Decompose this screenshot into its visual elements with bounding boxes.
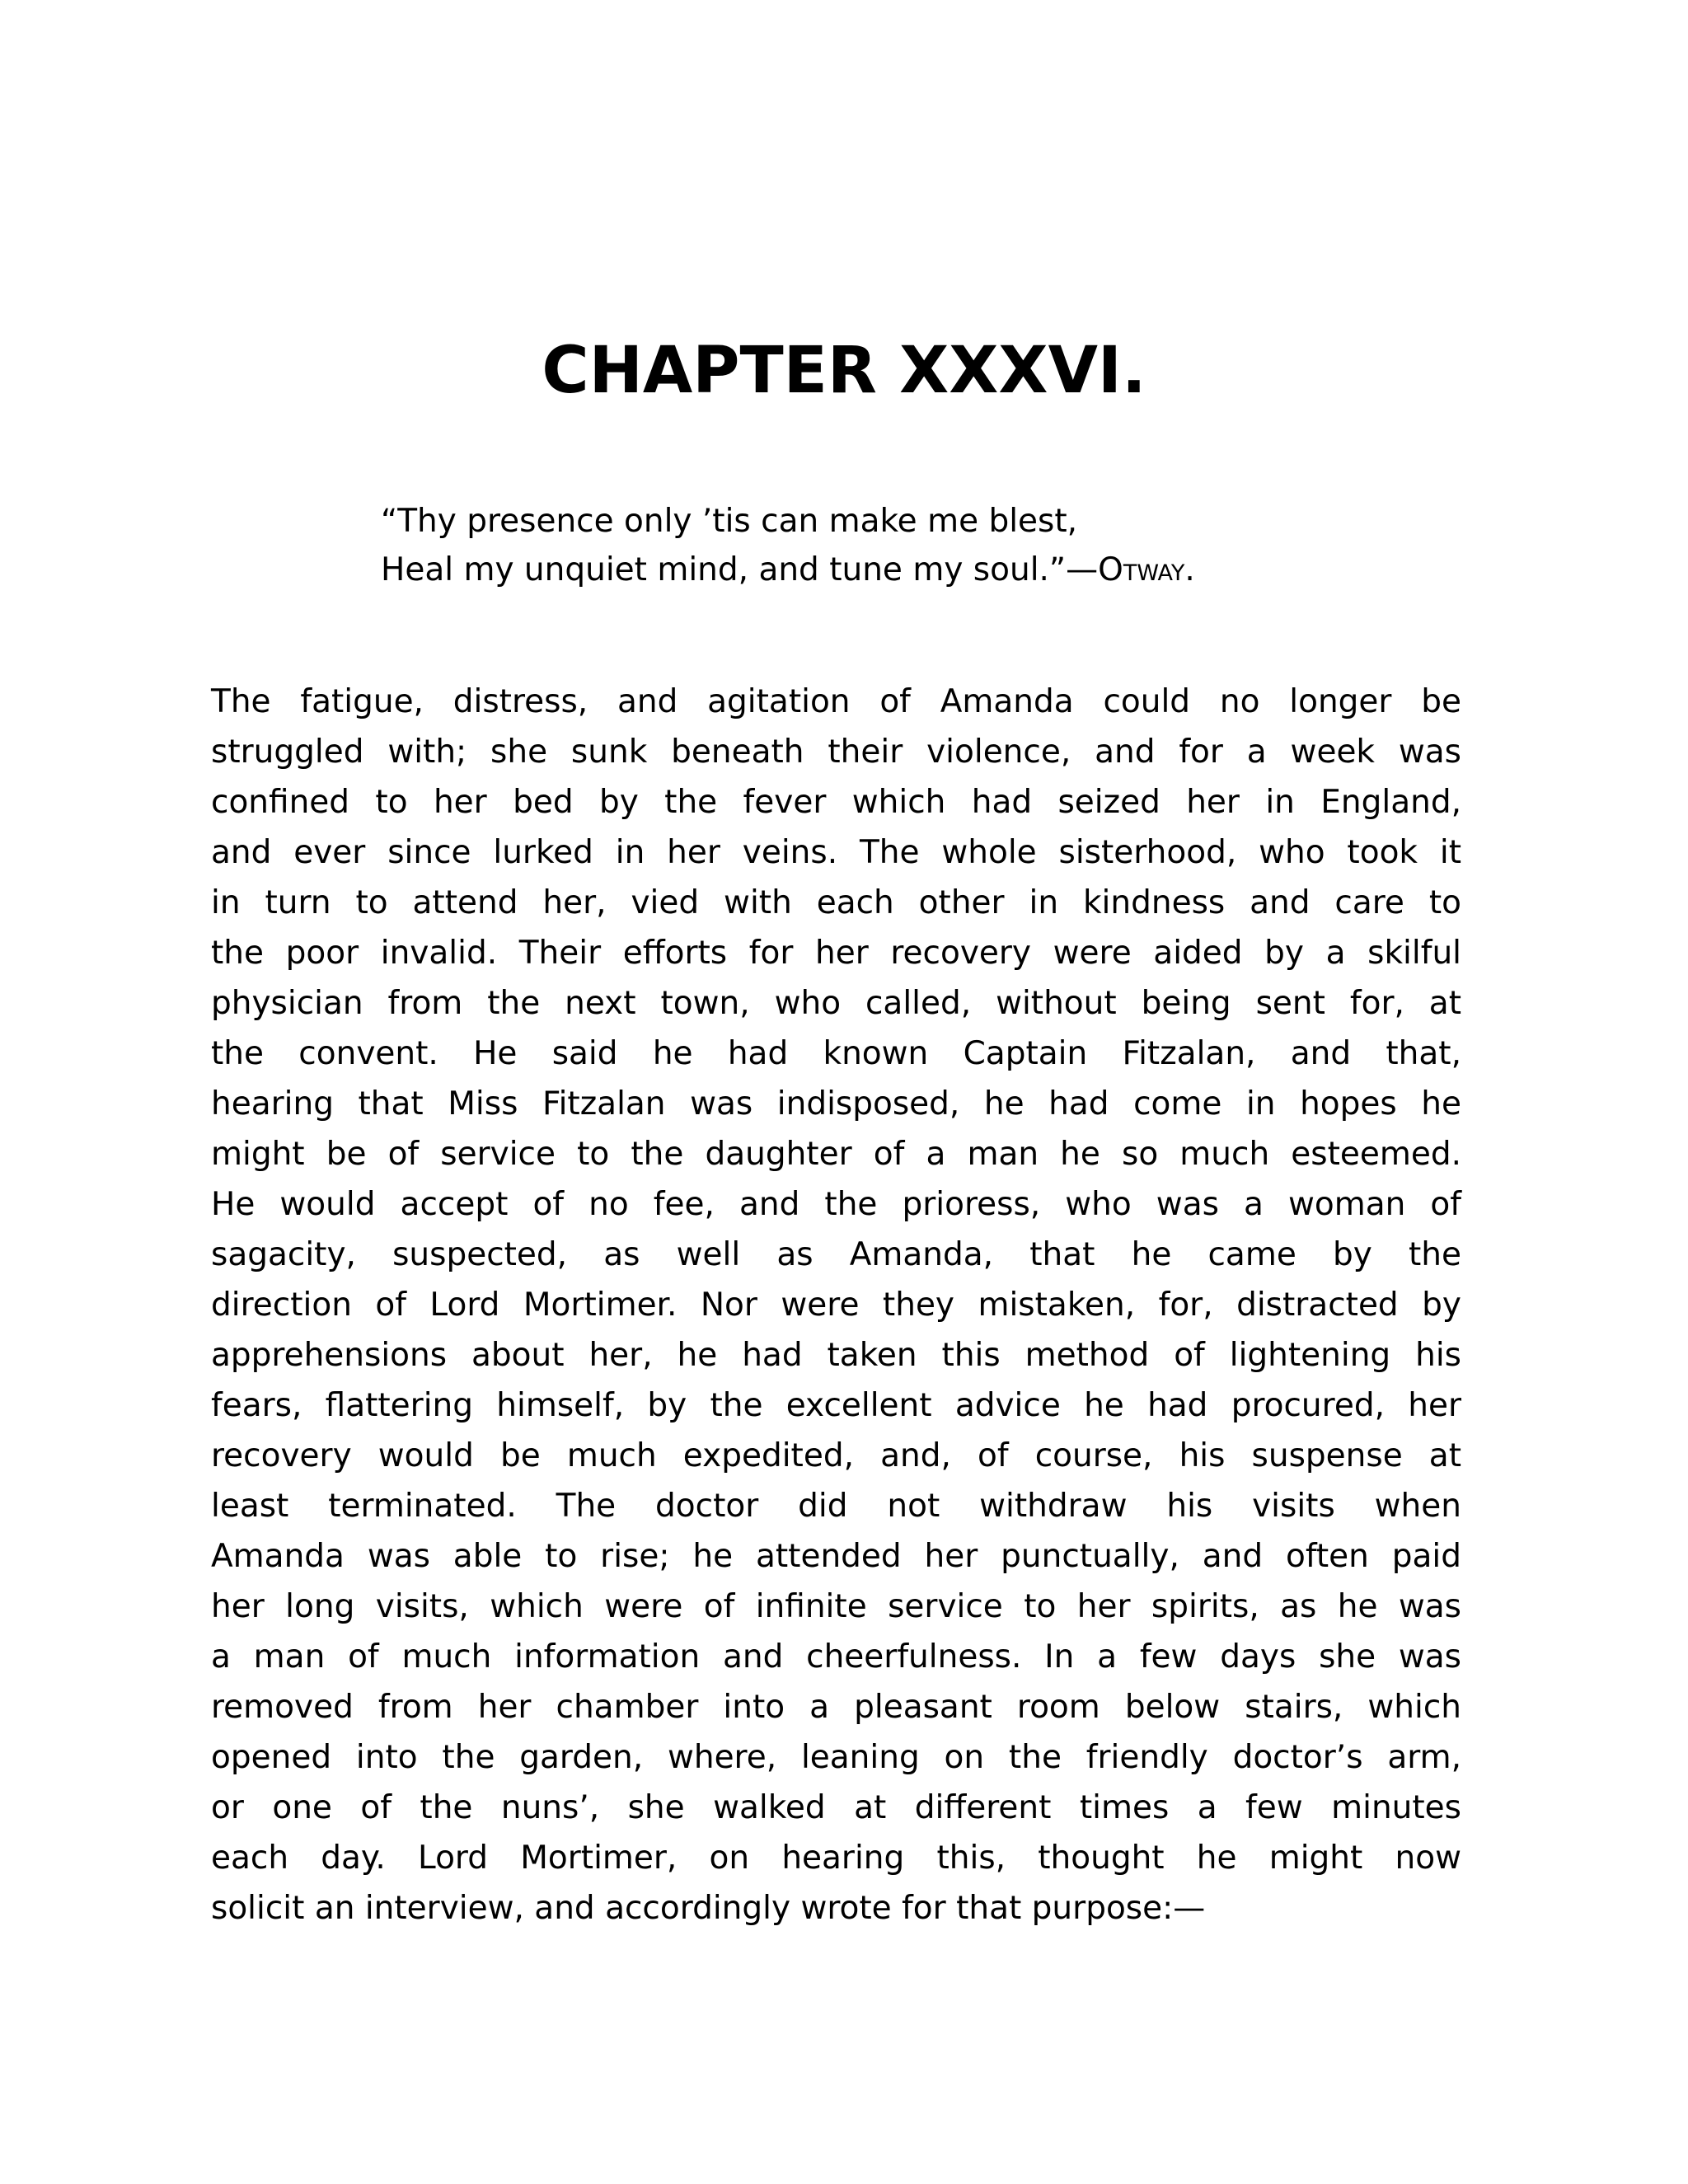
body-line: hearing that Miss Fitzalan was indisposed, he had come in hopes he [211,1085,1461,1122]
body-line: recovery would be much expedited, and, of course, his suspense at [211,1437,1461,1474]
body-line: struggled with; she sunk beneath their violence, and for a week was [211,733,1461,771]
body-line: or one of the nuns’, she walked at different times a few minutes [211,1789,1461,1826]
body-line: He would accept of no fee, and the prioress, who was a woman of [211,1186,1461,1223]
body-line: and ever since lurked in her veins. The whole sisterhood, who took it [211,834,1461,871]
body-line: each day. Lord Mortimer, on hearing this, thought he might now [211,1840,1461,1877]
body-line: the poor invalid. Their efforts for her recovery were aided by a skilful [211,935,1461,972]
body-line: solicit an interview, and accordingly wrote for that purpose:— [211,1890,1206,1927]
epigraph-line: “Thy presence only ’tis can make me blest, [381,503,1078,540]
body-line: a man of much information and cheerfulness. In a few days she was [211,1638,1461,1675]
body-line: physician from the next town, who called, without being sent for, at [211,985,1461,1022]
body-line: the convent. He said he had known Captain Fitzalan, and that, [211,1035,1461,1072]
body-line: removed from her chamber into a pleasant room below stairs, which [211,1689,1461,1726]
body-line: direction of Lord Mortimer. Nor were they mistaken, for, distracted by [211,1286,1461,1324]
body-line: Amanda was able to rise; he attended her punctually, and often paid [211,1538,1461,1575]
epigraph [381,497,1195,594]
epigraph-attribution: Otway. [1098,551,1195,588]
chapter-title: CHAPTER XXXVI. [542,334,1146,408]
body-line: sagacity, suspected, as well as Amanda, that he came by the [211,1236,1461,1273]
body-line: The fatigue, distress, and agitation of Amanda could no longer be [211,683,1461,720]
body-line: least terminated. The doctor did not withdraw his visits when [211,1488,1461,1525]
body-line: confined to her bed by the fever which had seized her in England, [211,784,1461,821]
body-paragraph [211,677,1461,1933]
body-line: fears, flattering himself, by the excellent advice he had procured, her [211,1387,1461,1424]
body-line: in turn to attend her, vied with each other in kindness and care to [211,884,1461,921]
body-line: might be of service to the daughter of a man he so much esteemed. [211,1136,1461,1173]
body-line: her long visits, which were of infinite service to her spirits, as he was [211,1588,1461,1625]
epigraph-line-text: Heal my unquiet mind, and tune my soul.”— [381,551,1099,588]
body-line: apprehensions about her, he had taken this method of lightening his [211,1337,1461,1374]
body-line: opened into the garden, where, leaning on the friendly doctor’s arm, [211,1739,1461,1776]
epigraph-line [381,546,1195,594]
